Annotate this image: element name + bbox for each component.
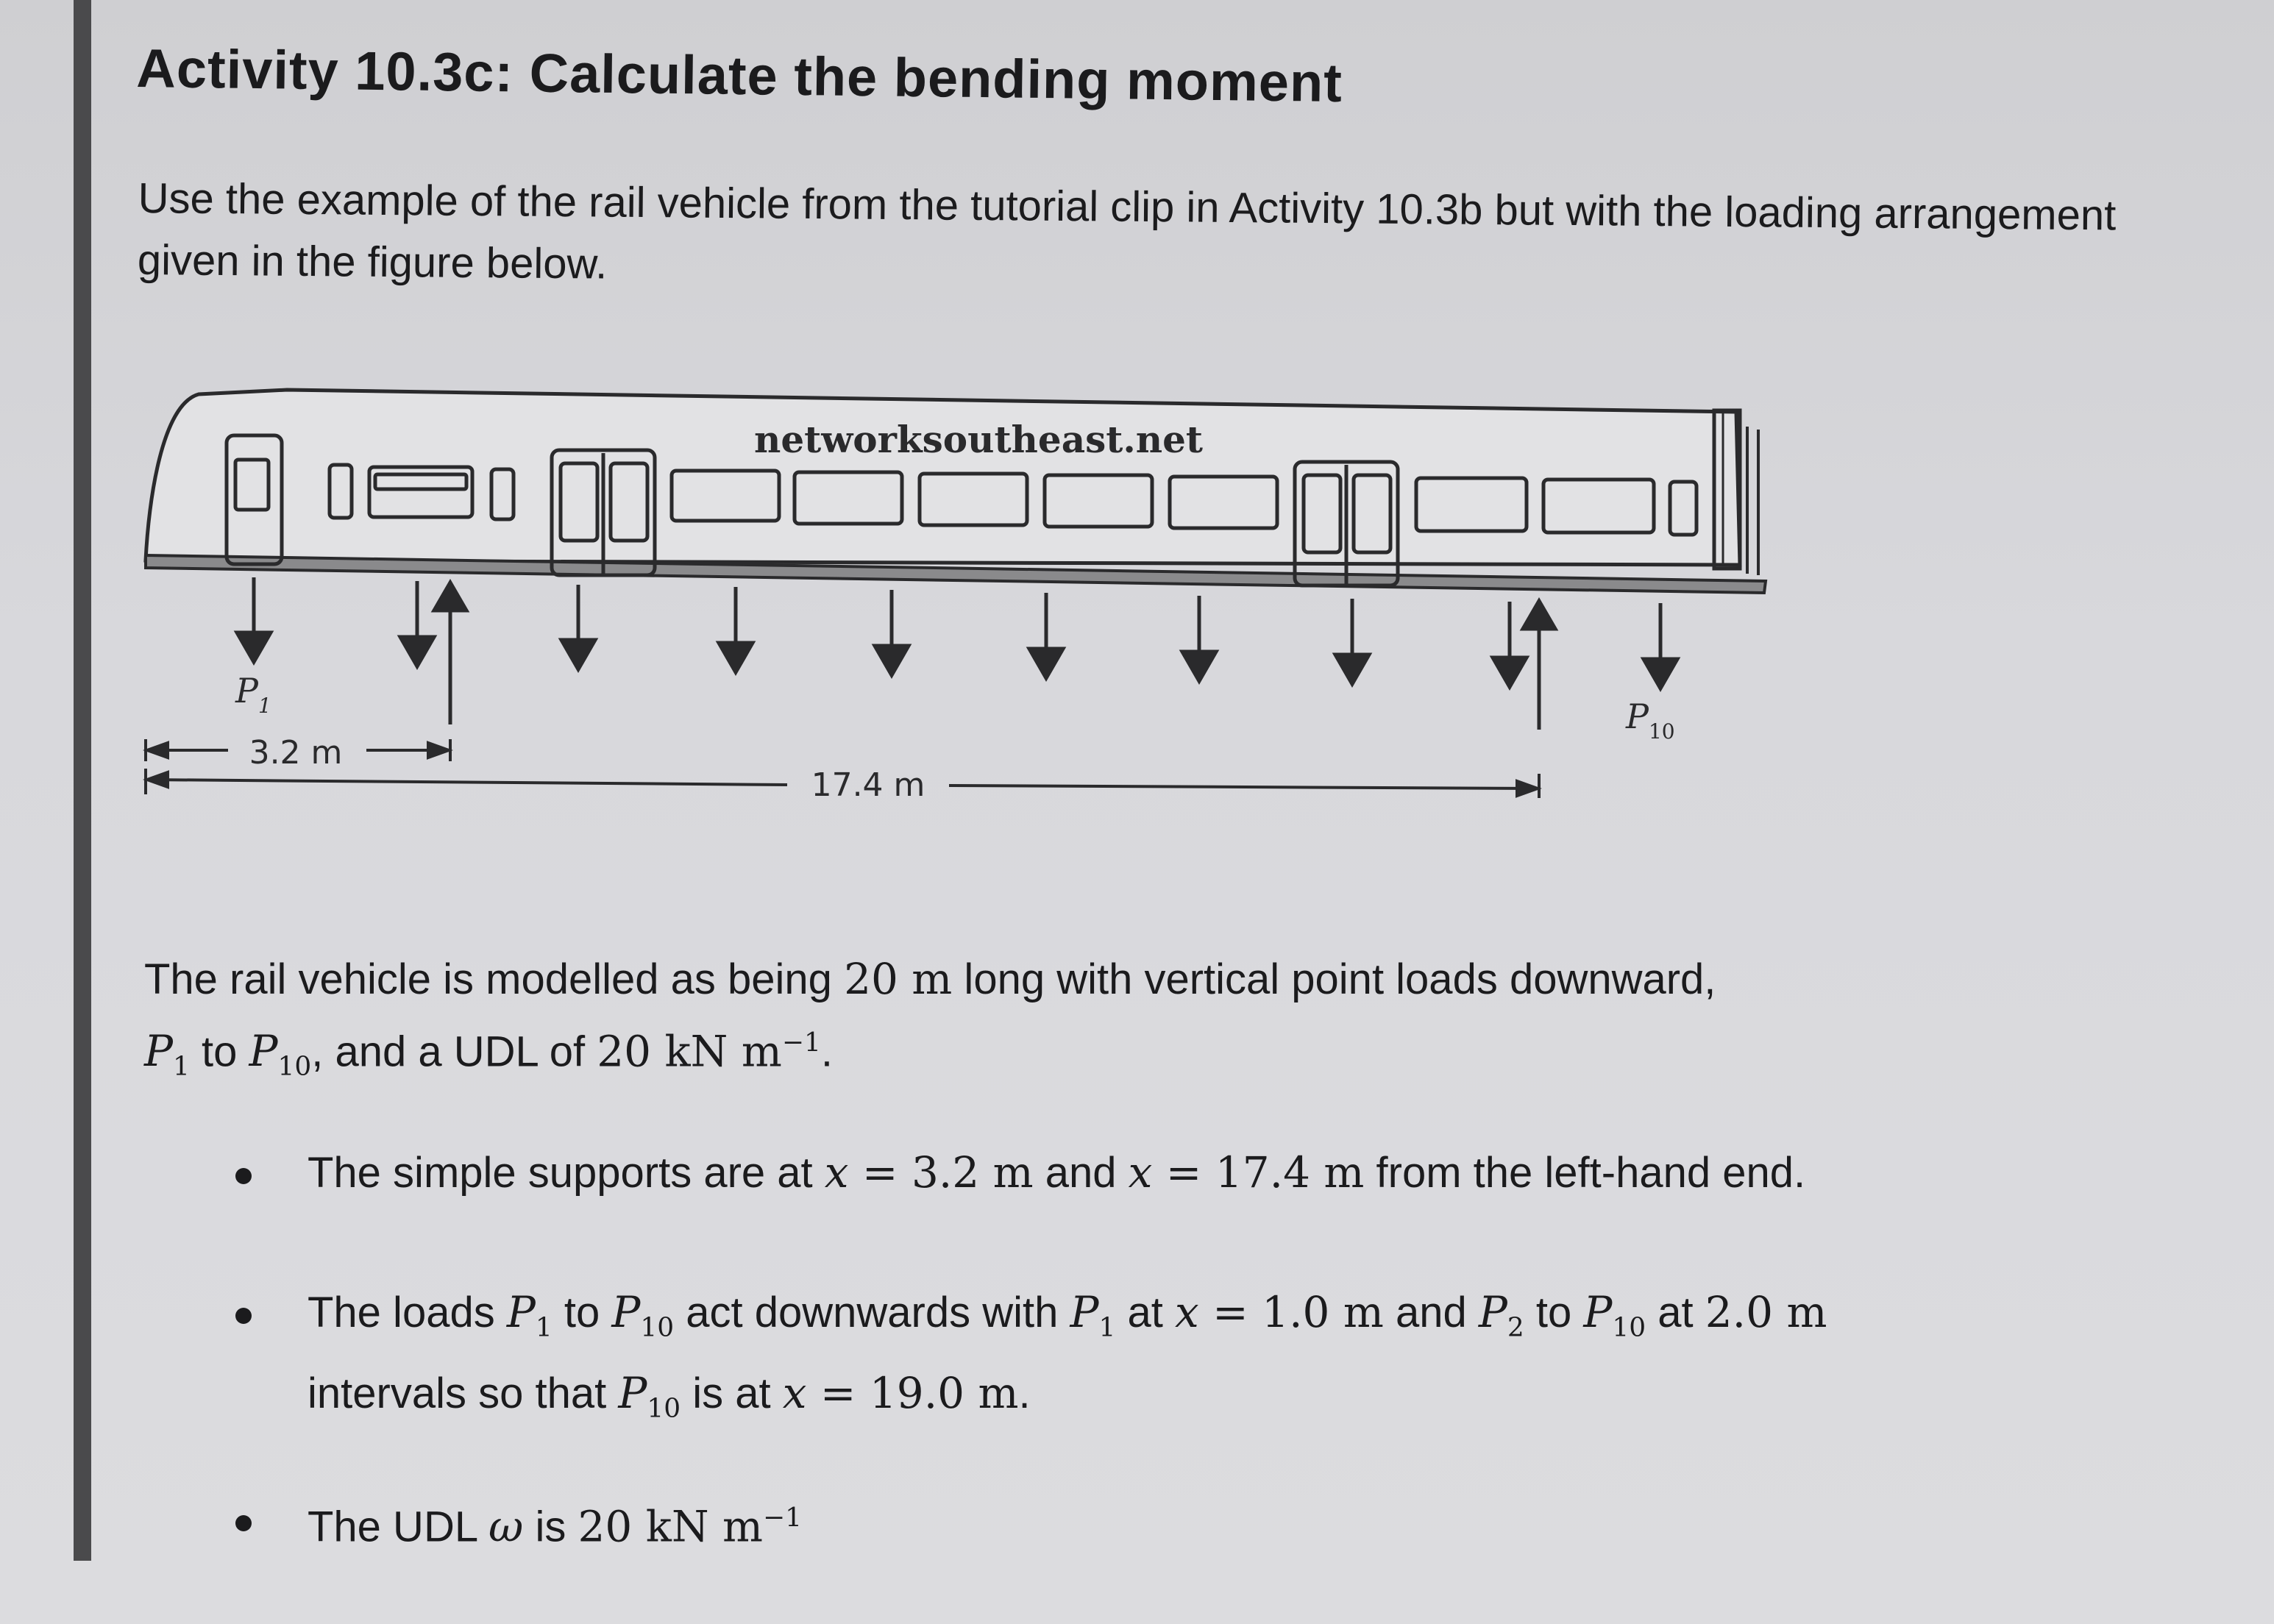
label-p10: $P_{10}$ xyxy=(1626,697,1675,744)
bullet-supports: The simple supports are at x = 3.2 m and x = 17.4 m from the left-hand end. xyxy=(308,1147,1806,1197)
activity-heading: Activity 10.3c: Calculate the bending moment xyxy=(135,37,1343,114)
bullet-marker xyxy=(235,1515,252,1531)
rail-vehicle-figure xyxy=(132,368,1795,883)
rail-vehicle-diagram xyxy=(132,368,1795,883)
label-p1: $P_1$ xyxy=(235,671,271,718)
watermark-text: networksoutheast.net xyxy=(753,418,1204,461)
bullet-marker xyxy=(235,1168,252,1184)
bullet-loads: The loads $P_1$ to $P_{10}$ act downwards with $P_1$ at x = 1.0 m and $P_2$ to $P_{10}$ at 2.0 m intervals so that $P_{10}$ is at x = 19.0 m. xyxy=(308,1287,1827,1424)
dimension-17-4m-label: 17.4 m xyxy=(811,766,925,804)
margin-bar xyxy=(74,0,91,1561)
model-paragraph: The rail vehicle is modelled as being 20 m long with vertical point loads downward, $P_1$ to $P_{10}$, and a UDL of 20 kN $m^{-1}$. xyxy=(144,954,1716,1082)
bullet-udl: The UDL ω is 20 kN $m^{-1}$ xyxy=(308,1501,803,1552)
bullet-marker xyxy=(235,1308,252,1324)
intro-paragraph: Use the example of the rail vehicle from the tutorial clip in Activity 10.3b but with the loading arrangement given in the figure below. xyxy=(137,174,2117,288)
support-reactions xyxy=(434,583,1555,730)
dimension-3-2m-label: 3.2 m xyxy=(249,734,343,772)
